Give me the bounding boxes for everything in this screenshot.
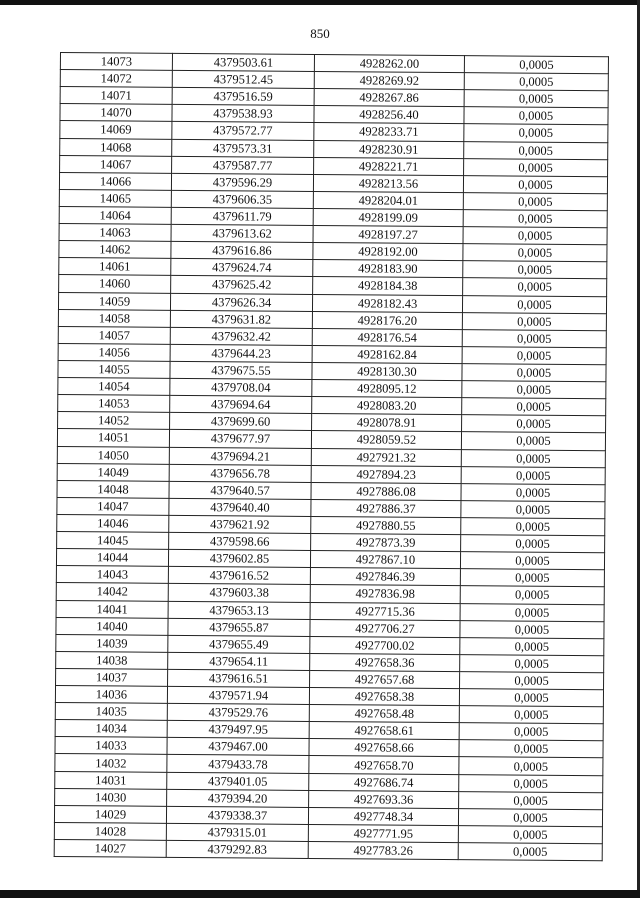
x-coordinate-cell: 4379572.77	[172, 122, 314, 140]
y-coordinate-cell: 4928269.92	[314, 72, 464, 90]
point-number-cell: 14047	[57, 497, 169, 515]
y-coordinate-cell: 4928176.20	[312, 311, 462, 329]
point-number-cell: 14065	[59, 189, 171, 207]
x-coordinate-cell: 4379699.60	[170, 413, 312, 431]
y-coordinate-cell: 4927686.74	[309, 773, 459, 791]
coordinates-table-body	[54, 53, 608, 861]
point-number-cell: 14056	[58, 343, 170, 361]
error-value-cell: 0,0005	[459, 791, 603, 809]
error-value-cell: 0,0005	[463, 175, 607, 193]
error-value-cell: 0,0005	[464, 90, 608, 108]
y-coordinate-cell: 4927921.32	[311, 448, 461, 466]
x-coordinate-cell: 4379292.83	[166, 840, 308, 858]
y-coordinate-cell: 4928262.00	[314, 54, 464, 72]
y-coordinate-cell: 4928059.52	[311, 431, 461, 449]
y-coordinate-cell: 4928256.40	[314, 106, 464, 124]
error-value-cell: 0,0005	[459, 740, 603, 758]
point-number-cell: 14058	[58, 309, 170, 327]
error-value-cell: 0,0005	[462, 364, 606, 382]
x-coordinate-cell: 4379338.37	[166, 806, 308, 824]
point-number-cell: 14059	[58, 292, 170, 310]
point-number-cell: 14031	[55, 771, 167, 789]
x-coordinate-cell: 4379503.61	[172, 53, 314, 71]
point-number-cell: 14072	[60, 70, 172, 88]
y-coordinate-cell: 4927693.36	[309, 790, 459, 808]
y-coordinate-cell: 4927715.36	[310, 602, 460, 620]
error-value-cell: 0,0005	[462, 295, 606, 313]
point-number-cell: 14049	[57, 463, 169, 481]
error-value-cell: 0,0005	[463, 227, 607, 245]
point-number-cell: 14054	[58, 378, 170, 396]
error-value-cell: 0,0005	[462, 398, 606, 416]
point-number-cell: 14073	[60, 53, 172, 71]
error-value-cell: 0,0005	[464, 124, 608, 142]
coordinates-table-container	[54, 52, 608, 861]
x-coordinate-cell: 4379624.74	[171, 259, 313, 277]
point-number-cell: 14027	[54, 840, 166, 858]
y-coordinate-cell: 4927706.27	[310, 619, 460, 637]
y-coordinate-cell: 4927783.26	[308, 842, 458, 860]
y-coordinate-cell: 4928183.90	[313, 260, 463, 278]
y-coordinate-cell: 4928233.71	[314, 123, 464, 141]
x-coordinate-cell: 4379708.04	[170, 378, 312, 396]
point-number-cell: 14064	[59, 206, 171, 224]
y-coordinate-cell: 4927748.34	[308, 807, 458, 825]
y-coordinate-cell: 4928083.20	[312, 397, 462, 415]
error-value-cell: 0,0005	[464, 107, 608, 125]
y-coordinate-cell: 4928199.09	[313, 208, 463, 226]
y-coordinate-cell: 4927658.48	[309, 705, 459, 723]
x-coordinate-cell: 4379656.78	[169, 464, 311, 482]
error-value-cell: 0,0005	[461, 432, 605, 450]
y-coordinate-cell: 4927658.66	[309, 739, 459, 757]
x-coordinate-cell: 4379603.38	[168, 584, 310, 602]
x-coordinate-cell: 4379655.87	[168, 618, 310, 636]
point-number-cell: 14033	[55, 737, 167, 755]
error-value-cell: 0,0005	[460, 603, 604, 621]
y-coordinate-cell: 4927886.37	[311, 499, 461, 517]
y-coordinate-cell: 4928204.01	[313, 191, 463, 209]
point-number-cell: 14034	[55, 720, 167, 738]
point-number-cell: 14046	[57, 514, 169, 532]
x-coordinate-cell: 4379655.49	[168, 635, 310, 653]
x-coordinate-cell: 4379694.64	[170, 396, 312, 414]
x-coordinate-cell: 4379611.79	[171, 207, 313, 225]
x-coordinate-cell: 4379602.85	[168, 550, 310, 568]
point-number-cell: 14041	[56, 600, 168, 618]
error-value-cell: 0,0005	[462, 347, 606, 365]
x-coordinate-cell: 4379598.66	[169, 532, 311, 550]
point-number-cell: 14035	[55, 703, 167, 721]
error-value-cell: 0,0005	[461, 483, 605, 501]
x-coordinate-cell: 4379433.78	[167, 755, 309, 773]
x-coordinate-cell: 4379653.13	[168, 601, 310, 619]
x-coordinate-cell: 4379573.31	[172, 139, 314, 157]
error-value-cell: 0,0005	[464, 141, 608, 159]
error-value-cell: 0,0005	[462, 415, 606, 433]
x-coordinate-cell: 4379694.21	[169, 447, 311, 465]
x-coordinate-cell: 4379467.00	[167, 738, 309, 756]
error-value-cell: 0,0005	[460, 654, 604, 672]
y-coordinate-cell: 4928230.91	[314, 140, 464, 158]
page-number: 850	[310, 26, 330, 41]
x-coordinate-cell: 4379677.97	[169, 430, 311, 448]
error-value-cell: 0,0005	[463, 278, 607, 296]
error-value-cell: 0,0005	[458, 843, 602, 861]
point-number-cell: 14028	[54, 822, 166, 840]
error-value-cell: 0,0005	[464, 56, 608, 74]
point-number-cell: 14050	[57, 446, 169, 464]
error-value-cell: 0,0005	[464, 158, 608, 176]
y-coordinate-cell: 4927658.36	[310, 653, 460, 671]
error-value-cell: 0,0005	[460, 569, 604, 587]
point-number-cell: 14057	[58, 326, 170, 344]
x-coordinate-cell: 4379394.20	[167, 789, 309, 807]
x-coordinate-cell: 4379644.23	[170, 344, 312, 362]
x-coordinate-cell: 4379625.42	[171, 276, 313, 294]
error-value-cell: 0,0005	[461, 449, 605, 467]
error-value-cell: 0,0005	[460, 620, 604, 638]
x-coordinate-cell: 4379675.55	[170, 361, 312, 379]
error-value-cell: 0,0005	[463, 193, 607, 211]
x-coordinate-cell: 4379401.05	[167, 772, 309, 790]
x-coordinate-cell: 4379621.92	[169, 515, 311, 533]
point-number-cell: 14039	[56, 634, 168, 652]
error-value-cell: 0,0005	[458, 808, 602, 826]
x-coordinate-cell: 4379640.57	[169, 481, 311, 499]
error-value-cell: 0,0005	[460, 672, 604, 690]
y-coordinate-cell: 4927873.39	[311, 534, 461, 552]
error-value-cell: 0,0005	[462, 312, 606, 330]
point-number-cell: 14045	[57, 532, 169, 550]
point-number-cell: 14030	[55, 788, 167, 806]
point-number-cell: 14062	[59, 241, 171, 259]
point-number-cell: 14048	[57, 480, 169, 498]
y-coordinate-cell: 4927894.23	[311, 465, 461, 483]
error-value-cell: 0,0005	[459, 774, 603, 792]
point-number-cell: 14044	[56, 549, 168, 567]
point-number-cell: 14029	[54, 805, 166, 823]
y-coordinate-cell: 4928213.56	[313, 174, 463, 192]
point-number-cell: 14061	[59, 258, 171, 276]
x-coordinate-cell: 4379616.52	[168, 567, 310, 585]
x-coordinate-cell: 4379631.82	[170, 310, 312, 328]
y-coordinate-cell: 4927867.10	[310, 551, 460, 569]
point-number-cell: 14051	[57, 429, 169, 447]
error-value-cell: 0,0005	[463, 244, 607, 262]
error-value-cell: 0,0005	[462, 381, 606, 399]
point-number-cell: 14052	[58, 412, 170, 430]
point-number-cell: 14042	[56, 583, 168, 601]
point-number-cell: 14036	[55, 686, 167, 704]
x-coordinate-cell: 4379640.40	[169, 498, 311, 516]
x-coordinate-cell: 4379616.86	[171, 242, 313, 260]
point-number-cell: 14043	[56, 566, 168, 584]
error-value-cell: 0,0005	[461, 501, 605, 519]
y-coordinate-cell: 4928192.00	[313, 243, 463, 261]
y-coordinate-cell: 4927846.39	[310, 568, 460, 586]
error-value-cell: 0,0005	[463, 210, 607, 228]
point-number-cell: 14060	[59, 275, 171, 293]
y-coordinate-cell: 4928095.12	[312, 380, 462, 398]
point-number-cell: 14071	[60, 87, 172, 105]
error-value-cell: 0,0005	[461, 518, 605, 536]
error-value-cell: 0,0005	[464, 73, 608, 91]
point-number-cell: 14070	[60, 104, 172, 122]
y-coordinate-cell: 4928197.27	[313, 226, 463, 244]
y-coordinate-cell: 4927771.95	[308, 824, 458, 842]
error-value-cell: 0,0005	[461, 535, 605, 553]
y-coordinate-cell: 4928267.86	[314, 89, 464, 107]
y-coordinate-cell: 4928176.54	[312, 328, 462, 346]
point-number-cell: 14040	[56, 617, 168, 635]
error-value-cell: 0,0005	[459, 723, 603, 741]
y-coordinate-cell: 4927657.68	[310, 670, 460, 688]
error-value-cell: 0,0005	[461, 466, 605, 484]
x-coordinate-cell: 4379587.77	[172, 156, 314, 174]
y-coordinate-cell: 4927836.98	[310, 585, 460, 603]
point-number-cell: 14063	[59, 224, 171, 242]
x-coordinate-cell: 4379497.95	[167, 721, 309, 739]
y-coordinate-cell: 4927658.70	[309, 756, 459, 774]
x-coordinate-cell: 4379512.45	[172, 70, 314, 88]
x-coordinate-cell: 4379654.11	[168, 652, 310, 670]
y-coordinate-cell: 4928182.43	[312, 294, 462, 312]
x-coordinate-cell: 4379315.01	[166, 823, 308, 841]
point-number-cell: 14055	[58, 360, 170, 378]
error-value-cell: 0,0005	[460, 552, 604, 570]
point-number-cell: 14037	[56, 668, 168, 686]
y-coordinate-cell: 4928162.84	[312, 345, 462, 363]
y-coordinate-cell: 4928221.71	[314, 157, 464, 175]
x-coordinate-cell: 4379529.76	[167, 704, 309, 722]
y-coordinate-cell: 4928184.38	[313, 277, 463, 295]
y-coordinate-cell: 4927886.08	[311, 482, 461, 500]
y-coordinate-cell: 4928078.91	[312, 414, 462, 432]
point-number-cell: 14067	[60, 155, 172, 173]
y-coordinate-cell: 4927658.61	[309, 722, 459, 740]
table-row	[54, 840, 602, 861]
x-coordinate-cell: 4379538.93	[172, 105, 314, 123]
point-number-cell: 14032	[55, 754, 167, 772]
x-coordinate-cell: 4379626.34	[170, 293, 312, 311]
scan-top-edge	[0, 0, 640, 5]
error-value-cell: 0,0005	[460, 637, 604, 655]
y-coordinate-cell: 4927880.55	[311, 516, 461, 534]
error-value-cell: 0,0005	[459, 689, 603, 707]
y-coordinate-cell: 4928130.30	[312, 362, 462, 380]
x-coordinate-cell: 4379516.59	[172, 88, 314, 106]
y-coordinate-cell: 4927658.38	[309, 688, 459, 706]
x-coordinate-cell: 4379606.35	[171, 190, 313, 208]
error-value-cell: 0,0005	[460, 586, 604, 604]
coordinates-table	[54, 52, 609, 861]
point-number-cell: 14069	[60, 121, 172, 139]
scan-bottom-edge	[0, 890, 640, 898]
error-value-cell: 0,0005	[459, 757, 603, 775]
error-value-cell: 0,0005	[459, 706, 603, 724]
x-coordinate-cell: 4379616.51	[168, 669, 310, 687]
x-coordinate-cell: 4379613.62	[171, 224, 313, 242]
error-value-cell: 0,0005	[462, 329, 606, 347]
point-number-cell: 14066	[59, 172, 171, 190]
x-coordinate-cell: 4379632.42	[170, 327, 312, 345]
y-coordinate-cell: 4927700.02	[310, 636, 460, 654]
point-number-cell: 14068	[60, 138, 172, 156]
x-coordinate-cell: 4379571.94	[167, 686, 309, 704]
error-value-cell: 0,0005	[463, 261, 607, 279]
point-number-cell: 14053	[58, 395, 170, 413]
x-coordinate-cell: 4379596.29	[171, 173, 313, 191]
error-value-cell: 0,0005	[458, 826, 602, 844]
point-number-cell: 14038	[56, 651, 168, 669]
